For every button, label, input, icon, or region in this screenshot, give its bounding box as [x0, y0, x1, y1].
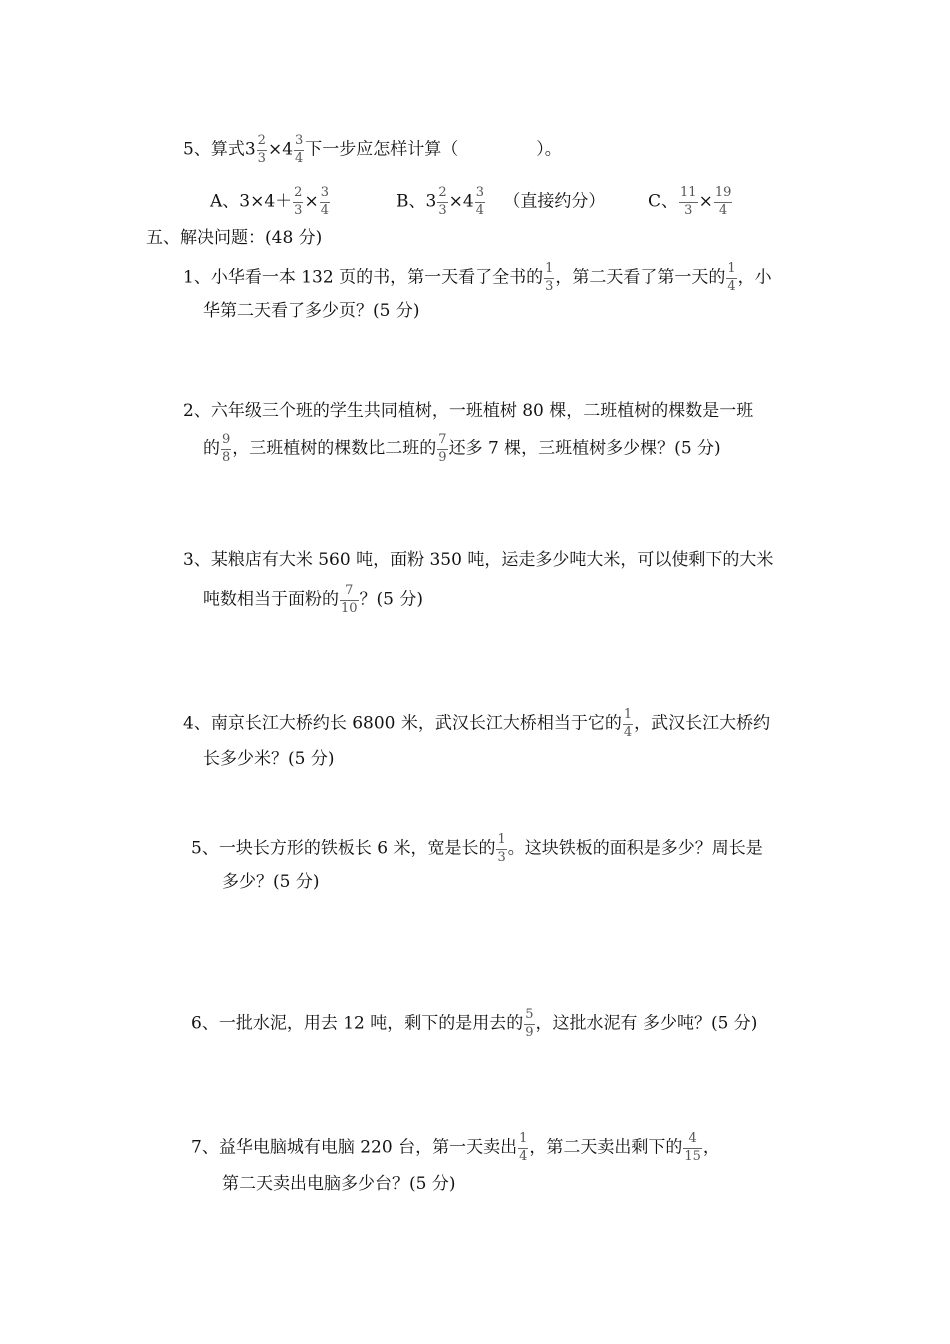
fraction: $\frac{2}{3}$	[257, 133, 266, 166]
section-title: 五、解决问题：(48 分)	[146, 228, 323, 248]
problem-2-line-1: 2、六年级三个班的学生共同植树，一班植树 80 棵，二班植树的棵数是一班	[183, 401, 754, 421]
problem-4-line-2: 长多少米？(5 分)	[203, 749, 335, 769]
fraction: $\frac{2}{3}$	[438, 185, 447, 218]
problem-2-line-2: 的 $\frac{9}{8}$ ，三班植树的棵数比二班的 $\frac{7}{9}$ 还多 7 棵，三班植树多少棵？(5 分)	[203, 432, 721, 465]
fraction: $\frac{1}{4}$	[519, 1131, 528, 1164]
fraction: $\frac{1}{3}$	[545, 261, 554, 294]
problem-1-line-1: 1、小华看一本 132 页的书，第一天看了全书的 $\frac{1}{3}$ ，第二天看了第一天的 $\frac{1}{4}$ ，小	[183, 261, 772, 294]
problem-6-line-1: 6、一批水泥，用去 12 吨，剩下的是用去的 $\frac{5}{9}$ ，这批水泥有 多少吨？(5 分)	[191, 1007, 758, 1040]
fraction: $\frac{3}{4}$	[475, 185, 484, 218]
fraction: $\frac{5}{9}$	[525, 1007, 534, 1040]
fraction: $\frac{7}{9}$	[438, 432, 447, 465]
q5-option-c: C、 $\frac{11}{3}$ × $\frac{19}{4}$	[648, 185, 732, 218]
problem-3-line-1: 3、某粮店有大米 560 吨，面粉 350 吨，运走多少吨大米，可以使剩下的大米	[183, 550, 774, 570]
fraction: $\frac{1}{4}$	[623, 707, 633, 740]
fraction: $\frac{1}{3}$	[497, 832, 506, 865]
problem-7-line-1: 7、益华电脑城有电脑 220 台，第一天卖出 $\frac{1}{4}$ ，第二天卖出剩下的 $\frac{4}{15}$ ，	[191, 1131, 720, 1164]
q5-stem: 5、算式3 $\frac{2}{3}$ ×4 $\frac{3}{4}$ 下一步应怎样计算（ ）。	[183, 133, 562, 166]
problem-5-line-1: 5、一块长方形的铁板长 6 米，宽是长的 $\frac{1}{3}$ 。这块铁板的面积是多少？周长是	[191, 832, 763, 865]
fraction: $\frac{3}{4}$	[295, 133, 304, 166]
q5-option-b: B、3 $\frac{2}{3}$ ×4 $\frac{3}{4}$ （直接约分）	[396, 185, 606, 218]
problem-1-line-2: 华第二天看了多少页？(5 分)	[203, 301, 420, 321]
fraction: $\frac{9}{8}$	[222, 432, 231, 465]
fraction: $\frac{2}{3}$	[294, 185, 303, 218]
fraction: $\frac{7}{10}$	[341, 583, 358, 616]
q5-option-a: A、3×4＋ $\frac{2}{3}$ × $\frac{3}{4}$	[210, 185, 329, 218]
problem-3-line-2: 吨数相当于面粉的 $\frac{7}{10}$ ？(5 分)	[203, 583, 424, 616]
fraction: $\frac{11}{3}$	[680, 185, 697, 218]
fraction: $\frac{3}{4}$	[320, 185, 329, 218]
problem-4-line-1: 4、南京长江大桥约长 6800 米，武汉长江大桥相当于它的 $\frac{1}{4}$ ，武汉长江大桥约	[183, 707, 771, 740]
fraction: $\frac{19}{4}$	[714, 185, 732, 218]
fraction: $\frac{1}{4}$	[727, 261, 736, 294]
problem-7-line-2: 第二天卖出电脑多少台？(5 分)	[222, 1174, 456, 1194]
problem-5-line-2: 多少？(5 分)	[222, 872, 320, 892]
fraction: $\frac{4}{15}$	[684, 1131, 701, 1164]
